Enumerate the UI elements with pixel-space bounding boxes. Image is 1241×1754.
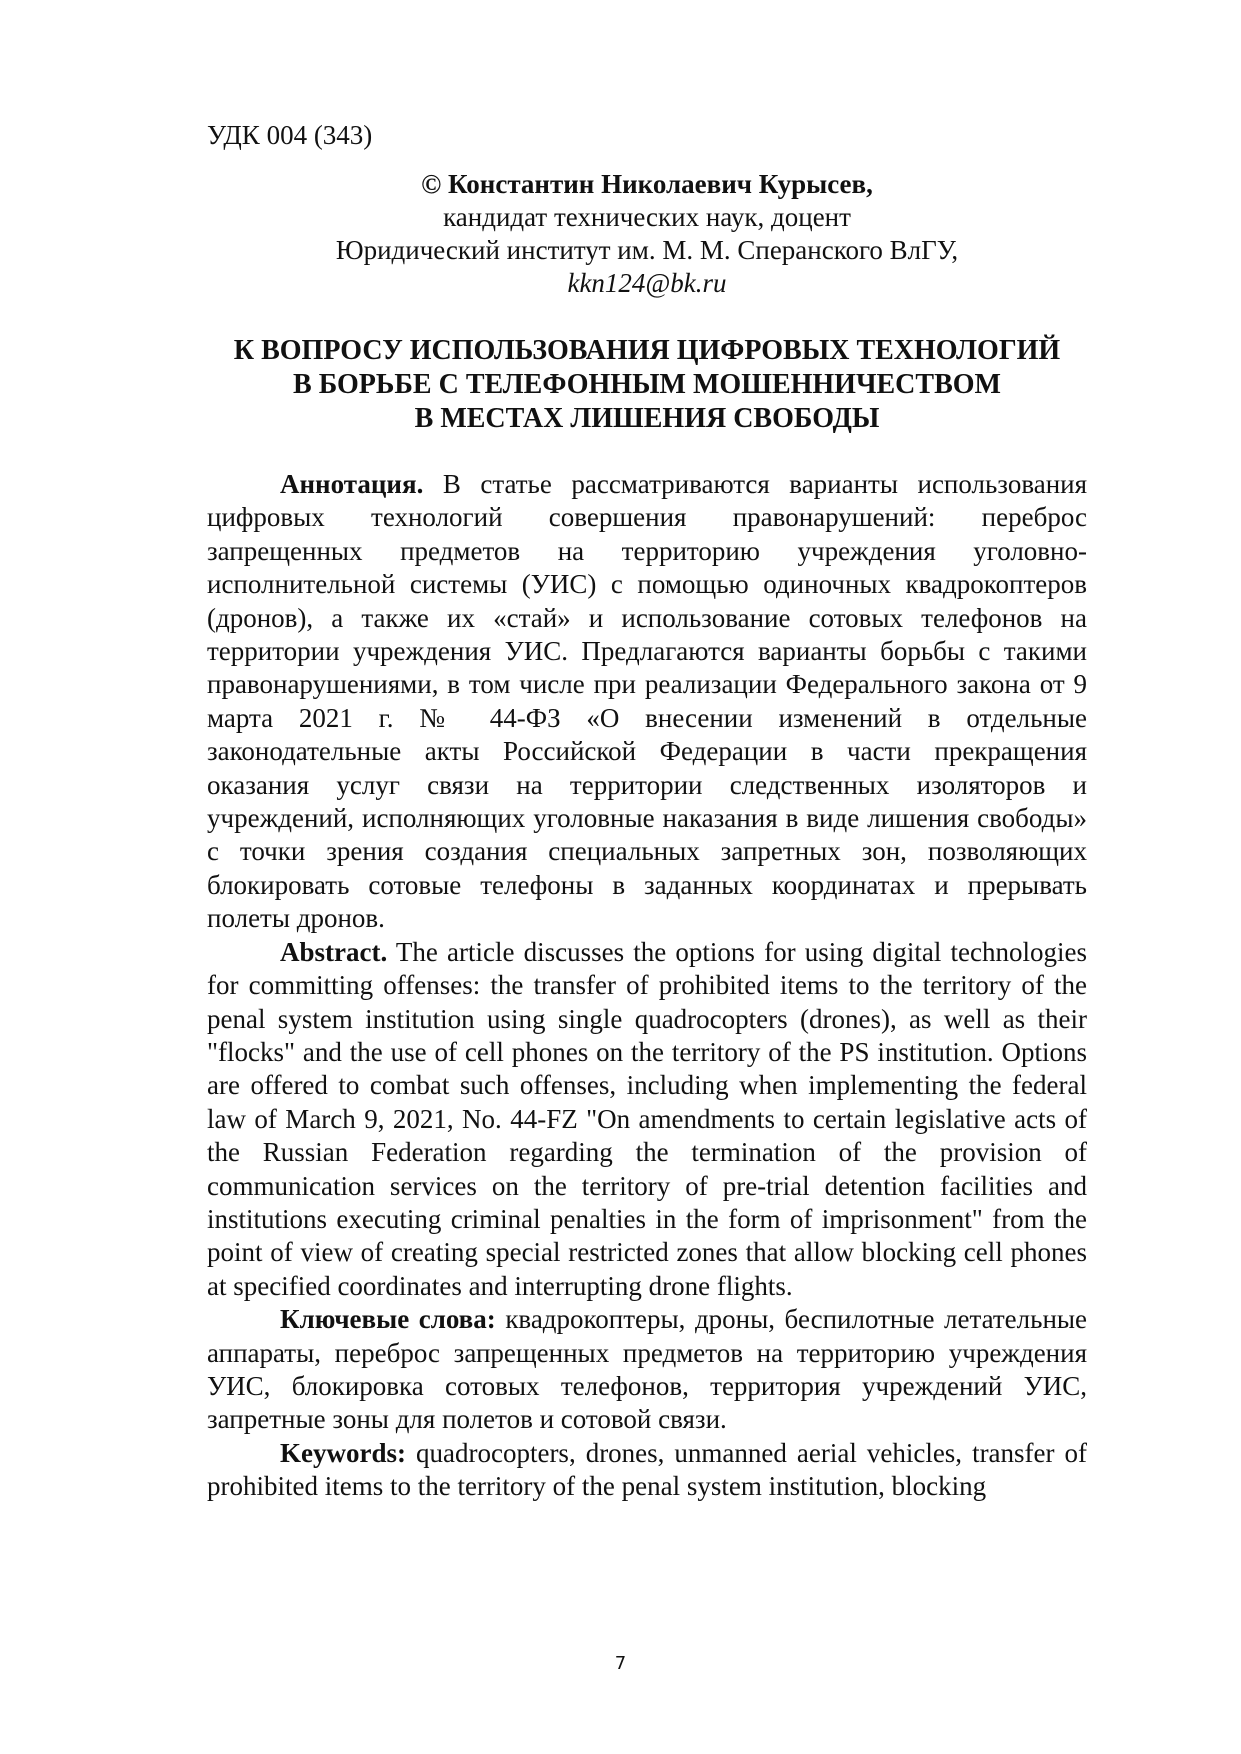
annotation-label: Аннотация.: [280, 469, 424, 499]
keywords-ru-label: Ключевые слова:: [280, 1304, 496, 1335]
keywords-en-text: quadrocopters, drones, unmanned aerial vehicles, transfer of prohibited items to the territory of the penal system institution, blocking: [207, 1437, 1088, 1502]
annotation-text: В статье рассматриваются варианты использования цифровых технологий совершения правонарушений: переброс запрещенных предметов на территорию учреждения уголовно-исполнительной системы (УИС) с помощью одиночных квадрокоптеров (дронов), а также их «стай» и использование сотовых телефонов на территории учреждения УИС. Предлагаются варианты борьбы с такими правонарушениями, в том числе при реализации Федерального закона от 9 марта 2021 г. № 44-ФЗ «О внесении изменений в отдельные законодательные акты Российской Федерации в части прекращения оказания услуг связи на территории следственных изоляторов и учреждений, исполняющих уголовные наказания в виде лишения свободы» с точки зрения создания специальных запретных зон, позволяющих блокировать сотовые телефоны в заданных координатах и прерывать полеты дронов.: [207, 469, 1088, 934]
author-affiliation: Юридический институт им. М. М. Сперанского ВлГУ,: [335, 235, 959, 265]
author-degree: кандидат технических наук, доцент: [443, 202, 851, 232]
keywords-ru-text: квадрокоптеры, дроны, беспилотные летательные аппараты, переброс запрещенных предметов на территорию учреждения УИС, блокировка сотовых телефонов, территория учреждений УИС, запретные зоны для полетов и сотовой связи.: [207, 1304, 1088, 1435]
udk-code: УДК 004 (343): [207, 120, 373, 150]
keywords-en-label: Keywords:: [280, 1437, 406, 1468]
author-email: kkn124@bk.ru: [567, 268, 727, 298]
keywords-ru-paragraph: [207, 1303, 1087, 1437]
author-block: [207, 168, 1087, 300]
title-line-2: В БОРЬБЕ С ТЕЛЕФОННЫМ МОШЕННИЧЕСТВОМ: [293, 369, 1001, 400]
title-line-3: В МЕСТАХ ЛИШЕНИЯ СВОБОДЫ: [414, 403, 880, 434]
page-number: 7: [614, 1653, 627, 1674]
article-body: [207, 468, 1087, 1504]
abstract-paragraph: [207, 936, 1087, 1303]
abstract-text: The article discusses the options for using digital technologies for committing offenses: the transfer of prohibited items to the territory of the penal system institution using single quadrocopters (drones), as well as their "flocks" and the use of cell phones on the territory of the PS institution. Options are offered to combat such offenses, including when implementing the federal law of March 9, 2021, No. 44-FZ "On amendments to certain legislative acts of the Russian Federation regarding the termination of the provision of communication services on the territory of pre-trial detention facilities and institutions executing criminal penalties in the form of imprisonment" from the point of view of creating special restricted zones that allow blocking cell phones at specified coordinates and interrupting drone flights.: [207, 936, 1087, 1301]
title-line-1: К ВОПРОСУ ИСПОЛЬЗОВАНИЯ ЦИФРОВЫХ ТЕХНОЛОГИЙ: [233, 335, 1061, 366]
keywords-en-paragraph: [207, 1437, 1087, 1504]
article-title: [207, 334, 1087, 436]
annotation-paragraph: [207, 468, 1087, 936]
abstract-label: Abstract.: [280, 936, 388, 967]
author-name: © Константин Николаевич Курысев,: [421, 169, 873, 199]
